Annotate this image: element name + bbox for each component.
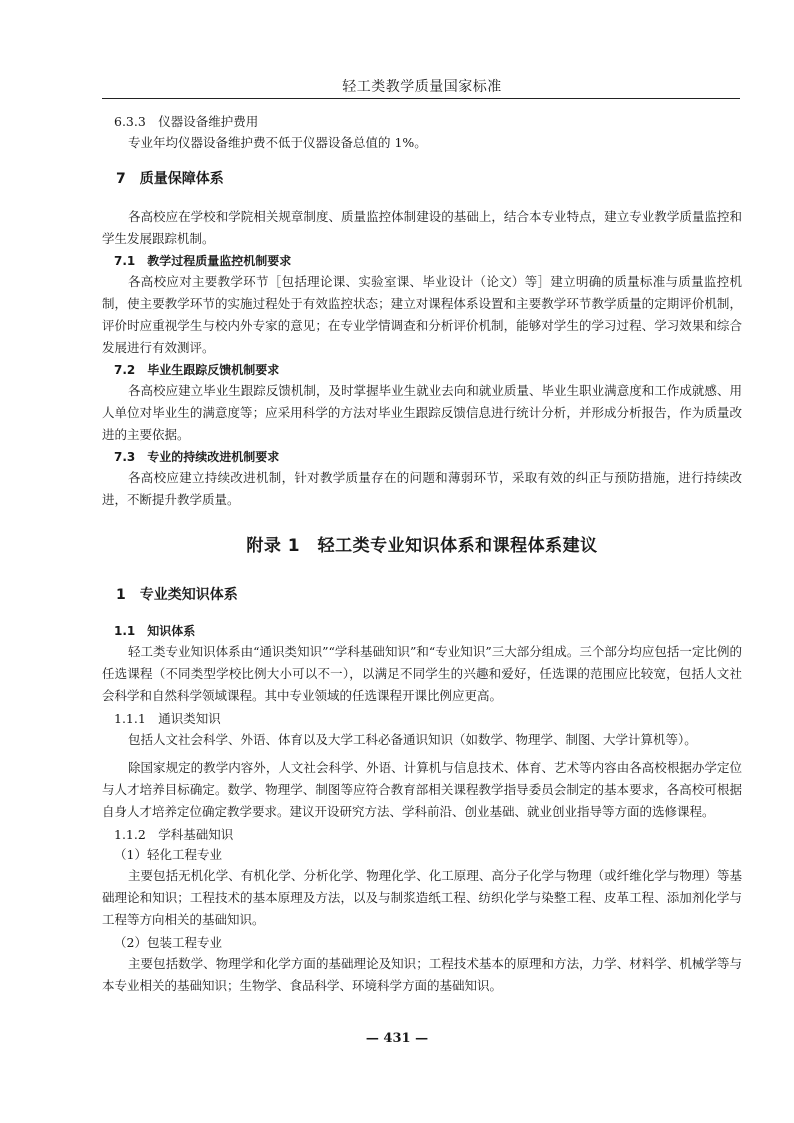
paragraph: 主要包括数学、物理学和化学方面的基础理论及知识；工程技术基本的原理和方法，力学、材料学、机械学等与本专业相关的基础知识；生物学、食品科学、环境科学方面的基础知识。 xyxy=(102,956,742,993)
subsection-heading: 7.3 专业的持续改进机制要求 xyxy=(114,450,280,464)
paragraph: 各高校应在学校和学院相关规章制度、质量监控体制建设的基础上，结合本专业特点，建立专业教学质量监控和学生发展跟踪机制。 xyxy=(102,209,742,246)
subsubsection-heading: （1）轻化工程专业 xyxy=(114,847,222,862)
paragraph: 各高校应对主要教学环节［包括理论课、实验室课、毕业设计（论文）等］建立明确的质量标准与质量监控机制，使主要教学环节的实施过程处于有效监控状态；建立对课程体系设置和主要教学环节教学质量的定期评价机制，评价时应重视学生与校内外专家的意见；在专业学情调查和分析评价机制，能够对学生的学习过程、学习效果和综合发展进行有效测评。 xyxy=(102,274,742,355)
running-header: 轻工类教学质量国家标准 xyxy=(342,79,502,95)
section-heading: 7 质量保障体系 xyxy=(116,171,224,187)
paragraph: 各高校应建立毕业生跟踪反馈机制，及时掌握毕业生就业去向和就业质量、毕业生职业满意度和工作成就感、用人单位对毕业生的满意度等；应采用科学的方法对毕业生跟踪反馈信息进行统计分析，并形成分析报告，作为质量改进的主要依据。 xyxy=(102,383,742,442)
subsection-heading: 7.2 毕业生跟踪反馈机制要求 xyxy=(114,363,280,377)
paragraph: 除国家规定的教学内容外，人文社会科学、外语、计算机与信息技术、体育、艺术等内容由各高校根据办学定位与人才培养目标确定。数学、物理学、制图等应符合教育部相关课程教学指导委员会制定的基本要求，各高校可根据自身人才培养定位确定教学要求。建议开设研究方法、学科前沿、创业基础、就业创业指导等方面的选修课程。 xyxy=(102,760,742,819)
subsubsection-heading: 6.3.3 仪器设备维护费用 xyxy=(114,114,259,129)
subsubsection-heading: 1.1.2 学科基础知识 xyxy=(114,827,234,842)
section-heading: 1 专业类知识体系 xyxy=(116,587,238,603)
page-body xyxy=(102,110,742,997)
paragraph: 专业年均仪器设备维护费不低于仪器设备总值的 1%。 xyxy=(128,135,427,150)
header-rule xyxy=(102,98,740,99)
paragraph: 轻工类专业知识体系由“通识类知识”“学科基础知识”和“专业知识”三大部分组成。三个部分均应包括一定比例的任选课程（不同类型学校比例大小可以不一），以满足不同学生的兴趣和爱好，任选课的范围应比较宽，包括人文社会科学和自然科学领域课程。其中专业领域的任选课程开课比例应更高。 xyxy=(102,644,742,703)
subsubsection-heading: （2）包装工程专业 xyxy=(114,935,222,950)
paragraph: 主要包括无机化学、有机化学、分析化学、物理化学、化工原理、高分子化学与物理（或纤维化学与物理）等基础理论和知识；工程技术的基本原理及方法，以及与制浆造纸工程、纺织化学与染整工程、皮革工程、添加剂化学与工程等方向相关的基础知识。 xyxy=(102,868,742,927)
appendix-title: 附录 1 轻工类专业知识体系和课程体系建议 xyxy=(246,536,598,556)
paragraph: 各高校应建立持续改进机制，针对教学质量存在的问题和薄弱环节，采取有效的纠正与预防措施，进行持续改进，不断提升教学质量。 xyxy=(102,470,742,507)
paragraph: 包括人文社会科学、外语、体育以及大学工科必备通识知识（如数学、物理学、制图、大学计算机等）。 xyxy=(128,732,697,747)
subsection-heading: 1.1 知识体系 xyxy=(114,624,196,638)
subsubsection-heading: 1.1.1 通识类知识 xyxy=(114,711,221,726)
subsection-heading: 7.1 教学过程质量监控机制要求 xyxy=(114,254,292,268)
page-number: — 431 — xyxy=(365,1031,429,1046)
